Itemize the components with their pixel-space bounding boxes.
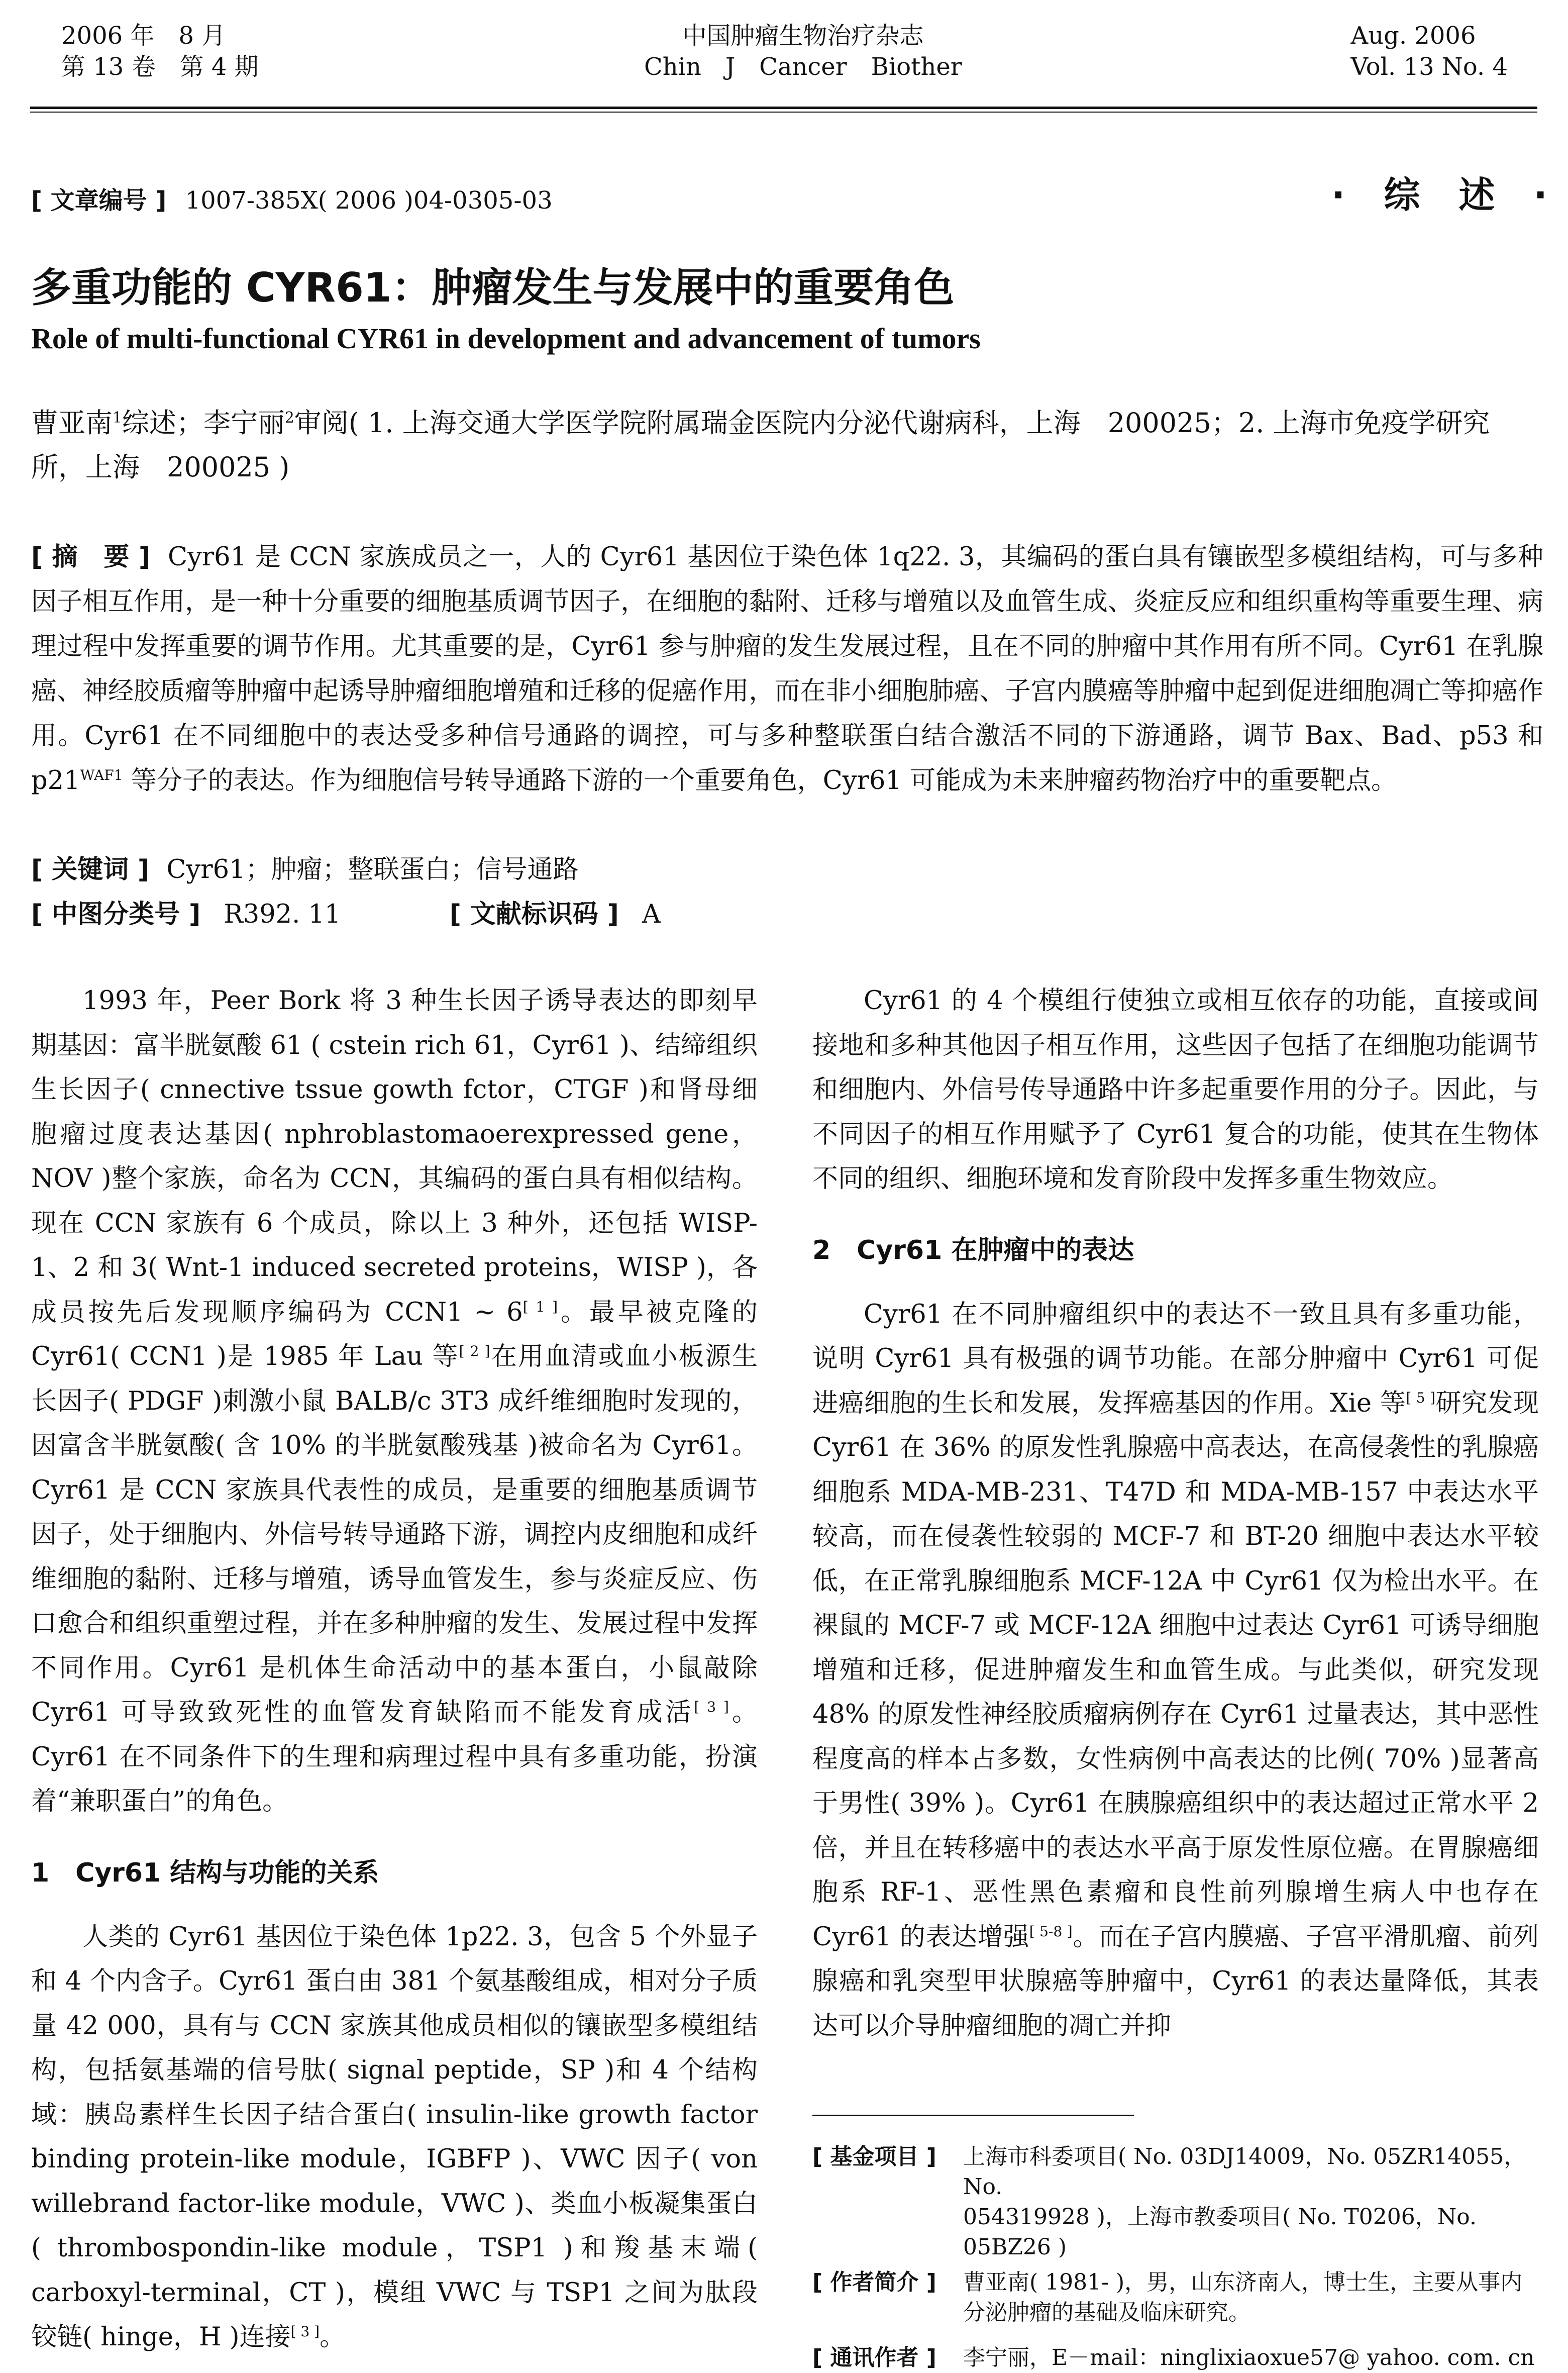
citation: [ 3 ]: [694, 1699, 729, 1715]
intro-text-b: 。最早被克隆的 Cyr61( CCN1 )是 1985 年 Lau 等: [31, 1297, 758, 1371]
author-2-affil: 2: [284, 409, 294, 427]
right-column: [812, 979, 1539, 2048]
footnote-author: [812, 2267, 1539, 2328]
intro-text-a: 1993 年，Peer Bork 将 3 种生长因子诱导表达的即刻早期基因：富半胱氨酸 61 ( cstein rich 61，Cyr61 )、结缔组织生长因子( cnnective tssue gowth fctor，CTGF )和肾母细胞瘤过度表达基因( nphroblastomaoerexpressed gene，NOV )整个家族，命名为 CCN，其编码的蛋白具有相似结构。现在 CCN 家族有 6 个成员，除以上 3 种外，还包括 WISP-1、2 和 3( Wnt-1 induced secreted proteins，WISP )，各成员按先后发现顺序编码为 CCN1 ~ 6: [31, 986, 758, 1327]
header-date-cn: 2006 年 8 月: [61, 22, 226, 50]
header-rule-thick: [30, 107, 1537, 109]
article-number-value: 1007-385X( 2006 )04-0305-03: [185, 186, 553, 215]
section-heading-1: 1 Cyr61 结构与功能的关系: [31, 1857, 379, 1888]
expression-text-c: 。而在子宫内膜癌、子宫平滑肌瘤、前列腺癌和乳突型甲状腺癌等肿瘤中，Cyr61 的表达量降低，其表达可以介导肿瘤细胞的凋亡并抑: [812, 1922, 1539, 2041]
fund-line-2: 054319928 )，上海市教委项目( No. T0206，No. 05BZ26 ): [963, 2204, 1477, 2260]
abstract-sup: WAF1: [80, 767, 123, 783]
corr-text: 李宁丽，E－mail：ninglixiaoxue57@ yahoo. com. cn: [963, 2345, 1535, 2370]
structure-paragraph: [31, 1915, 758, 2360]
clc-value: R392. 11: [224, 900, 341, 929]
footnote-correspondence: [812, 2343, 1539, 2373]
author-bio-line-1: 曹亚南( 1981- )，男，山东济南人，博士生，主要从事内: [963, 2269, 1523, 2295]
citation: [ 2 ]: [459, 1343, 490, 1359]
header-issue-en: [1351, 20, 1508, 82]
footnote-rule: [812, 2115, 1134, 2116]
keywords-label: [ 关键词 ]: [31, 855, 150, 884]
intro-text-c: 在用血清或血小板源生长因子( PDGF )刺激小鼠 BALB/c 3T3 成纤维细胞时发现的，因富含半胱氨酸( 含 10% 的半胱氨酸残基 )被命名为 Cyr61。Cyr61 是 CCN 家族具代表性的成员，是重要的细胞基质调节因子，处于细胞内、外信号转导通路下游，调控内皮细胞和成纤维细胞的黏附、迁移与增殖，诱导血管发生，参与炎症反应、伤口愈合和组织重塑过程，并在多种肿瘤的发生、发展过程中发挥不同作用。Cyr61 是机体生命活动中的基本蛋白，小鼠敲除 Cyr61 可导致致死性的血管发育缺陷而不能发育成活: [31, 1342, 758, 1727]
footnotes: [812, 2142, 1539, 2373]
header-date: [61, 20, 259, 82]
fund-line-1: 上海市科委项目( No. 03DJ14009，No. 05ZR14055，No.: [963, 2144, 1526, 2200]
structure-text-b: 。: [320, 2322, 346, 2352]
expression-text-a: Cyr61 在不同肿瘤组织中的表达不一致且具有多重功能，说明 Cyr61 具有极强的调节功能。在部分肿瘤中 Cyr61 可促进癌细胞的生长和发展，发挥癌基因的作用。Xie 等: [812, 1299, 1539, 1418]
header-volume-cn: 第 13 卷 第 4 期: [61, 53, 259, 81]
author-1: 曹亚南: [31, 407, 113, 439]
doc-code-label: [ 文献标识码 ]: [449, 900, 619, 929]
author-1-affil: 1: [113, 409, 122, 427]
article-number: [31, 181, 553, 216]
left-column: [31, 979, 758, 2360]
footnote-fund: [812, 2142, 1539, 2262]
title-chinese: 多重功能的 CYR61：肿瘤发生与发展中的重要角色: [31, 264, 955, 311]
intro-paragraph: [31, 979, 758, 1824]
citation: [ 1 ]: [522, 1298, 558, 1315]
section-heading-2: 2 Cyr61 在肿瘤中的表达: [812, 1235, 1134, 1265]
author-bio-line-2: 分泌肿瘤的基础及临床研究。: [963, 2300, 1250, 2325]
module-paragraph: Cyr61 的 4 个模组行使独立或相互依存的功能，直接或间接地和多种其他因子相互作用，这些因子包括了在细胞功能调节和细胞内、外信号传导通路中许多起重要作用的分子。因此，与不同因子的相互作用赋予了 Cyr61 复合的功能，使其在生物体不同的组织、细胞环境和发育阶段中发挥多重生物效应。: [812, 986, 1539, 1194]
abstract-label: [ 摘 要 ]: [31, 542, 151, 572]
author-bio-lines: [963, 2267, 1522, 2328]
header-journal-en: Chin J Cancer Biother: [644, 53, 962, 81]
header-date-en: Aug. 2006: [1350, 22, 1476, 50]
abstract-text-a: Cyr61 是 CCN 家族成员之一，人的 Cyr61 基因位于染色体 1q22. 3，其编码的蛋白具有镶嵌型多模组结构，可与多种因子相互作用，是一种十分重要的细胞基质调节因子，在细胞的黏附、迁移与增殖以及血管生成、炎症反应和组织重构等重要生理、病理过程中发挥重要的调节作用。尤其重要的是，Cyr61 参与肿瘤的发生发展过程，且在不同的肿瘤中其作用有所不同。Cyr61 在乳腺癌、神经胶质瘤等肿瘤中起诱导肿瘤细胞增殖和迁移的促癌作用，而在非小细胞肺癌、子宫内膜癌等肿瘤中起到促进细胞凋亡等抑癌作用。Cyr61 在不同细胞中的表达受多种信号通路的调控，可与多种整联蛋白结合激活不同的下游通路，调节 Bax、Bad、p53 和 p21: [31, 542, 1543, 796]
fund-label: [ 基金项目 ]: [812, 2144, 936, 2169]
citation: [ 5 ]: [1406, 1389, 1435, 1406]
header-rule-thin: [30, 112, 1537, 113]
header-journal-cn: 中国肿瘤生物治疗杂志: [682, 22, 924, 50]
fund-lines: [963, 2142, 1539, 2262]
expression-text-b: 研究发现 Cyr61 在 36% 的原发性乳腺癌中高表达，在高侵袭性的乳腺癌细胞系 MDA-MB-231、T47D 和 MDA-MB-157 中表达水平较高，而在侵袭性较弱的 MCF-7 和 BT-20 细胞中表达水平较低，在正常乳腺细胞系 MCF-12A 中 Cyr61 仅为检出水平。在裸鼠的 MCF-7 或 MCF-12A 细胞中过表达 Cyr61 可诱导细胞增殖和迁移，促进肿瘤发生和血管生成。与此类似，研究发现 48% 的原发性神经胶质瘤病例存在 Cyr61 过量表达，其中恶性程度高的样本占多数，女性病例中高表达的比例( 70% )显著高于男性( 39% )。Cyr61 在胰腺癌组织中的表达超过正常水平 2 倍，并且在转移癌中的表达水平高于原发性原位癌。在胃腺癌细胞系 RF-1、恶性黑色素瘤和良性前列腺增生病人中也存在 Cyr61 的表达增强: [812, 1388, 1539, 1952]
keywords-value: Cyr61；肿瘤；整联蛋白；信号通路: [166, 855, 579, 884]
abstract-text-b: 等分子的表达。作为细胞信号转导通路下游的一个重要角色，Cyr61 可能成为未来肿瘤药物治疗中的重要靶点。: [123, 766, 1397, 796]
abstract: [31, 535, 1543, 803]
expression-paragraph: [812, 1293, 1539, 2049]
citation: [ 3 ]: [290, 2323, 320, 2340]
title-english: Role of multi-functional CYR61 in development and advancement of tumors: [31, 322, 981, 355]
author-role-1: 综述；李宁丽: [122, 407, 285, 439]
author-bio-label: [ 作者简介 ]: [812, 2269, 936, 2295]
corr-label: [ 通讯作者 ]: [812, 2345, 936, 2370]
citation: [ 5-8 ]: [1029, 1923, 1073, 1940]
author-affiliations: 审阅( 1. 上海交通大学医学院附属瑞金医院内分泌代谢病科，上海 200025；2. 上海市免疫学研究所，上海 200025 ): [31, 407, 1490, 483]
article-number-label: [ 文章编号 ]: [31, 186, 167, 215]
section-tag: · 综 述 ·: [1331, 174, 1560, 216]
keywords: [31, 847, 1543, 892]
header-journal: [644, 20, 962, 82]
authors: [31, 401, 1543, 489]
intro-text-d: 。Cyr61 在不同条件下的生理和病理过程中具有多重功能，扮演着“兼职蛋白”的角色。: [31, 1698, 758, 1816]
doc-code-value: A: [642, 900, 661, 929]
classification: [31, 892, 1543, 937]
clc-label: [ 中图分类号 ]: [31, 900, 201, 929]
header-volume-en: Vol. 13 No. 4: [1350, 53, 1508, 81]
structure-text-a: 人类的 Cyr61 基因位于染色体 1p22. 3，包含 5 个外显子和 4 个内含子。Cyr61 蛋白由 381 个氨基酸组成，相对分子质量 42 000，具有与 CCN 家族其他成员相似的镶嵌型多模组结构，包括氨基端的信号肽( signal peptide，SP )和 4 个结构域：胰岛素样生长因子结合蛋白( insulin-like growth factor binding protein-like module，IGBFP )、VWC 因子( von willebrand factor-like module，VWC )、类血小板凝集蛋白( thrombospondin-like module，TSP1 )和羧基末端( carboxyl-terminal，CT )，模组 VWC 与 TSP1 之间为肽段铰链( hinge，H )连接: [31, 1922, 758, 2352]
